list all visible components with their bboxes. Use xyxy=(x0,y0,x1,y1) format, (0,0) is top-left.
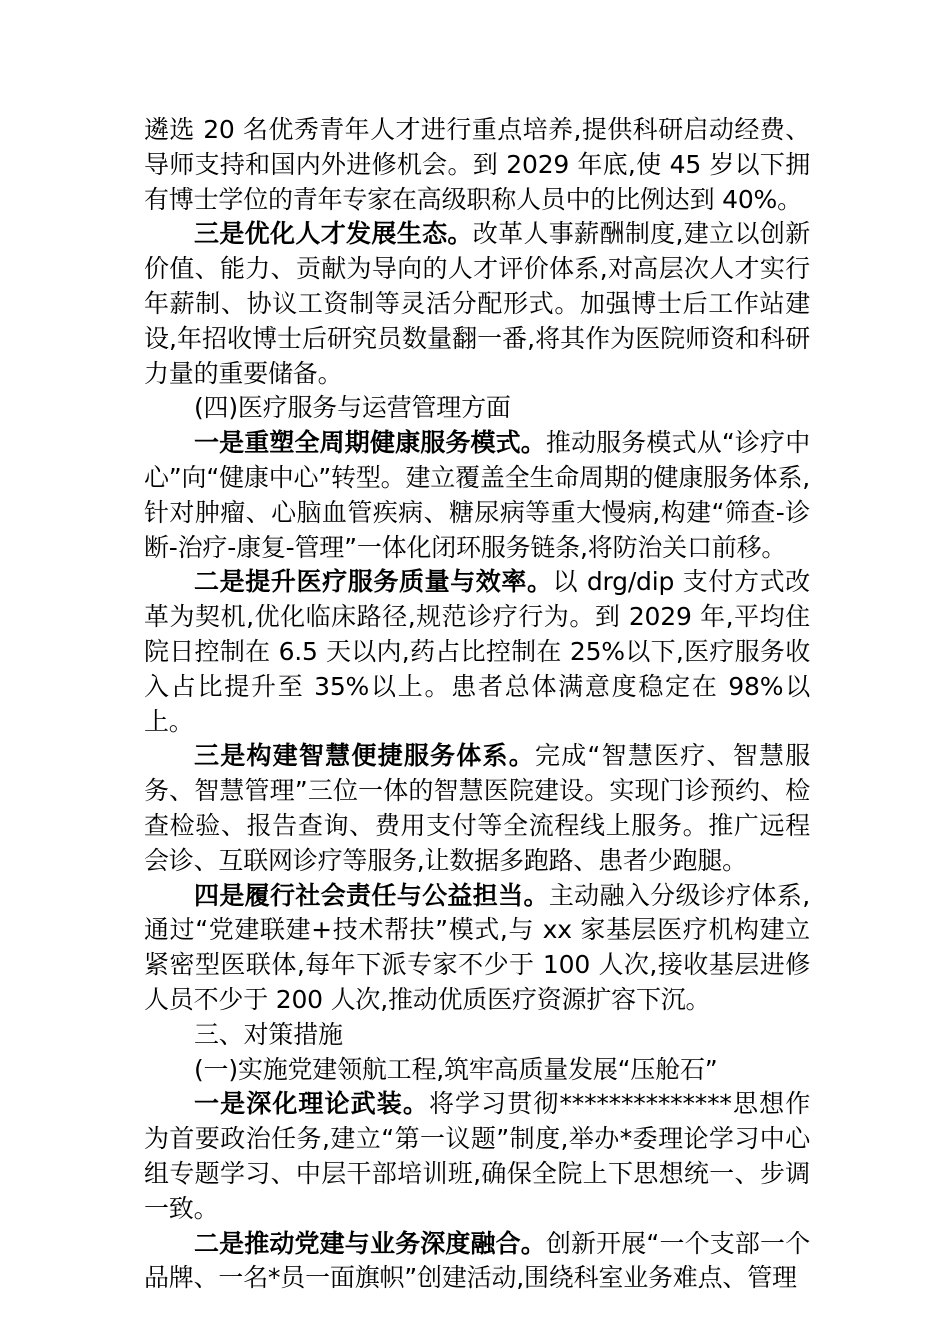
paragraph-lead: 四是履行社会责任与公益担当。 xyxy=(194,880,549,910)
paragraph-lead: 二是提升医疗服务质量与效率。 xyxy=(194,567,553,597)
document-page xyxy=(144,113,810,1296)
heading-text: (四)医疗服务与运营管理方面 xyxy=(194,393,511,423)
section-heading-countermeasures xyxy=(144,1018,810,1053)
paragraph-text: 以 drg/dip 支付方式改革为契机,优化临床路径,规范诊疗行为。到 2029 年,平均住院日控制在 6.5 天以内,药占比控制在 25%以下,医疗服务收入占比提升至 35%以上。患者总体满意度稳定在 98%以上。 xyxy=(144,567,810,736)
paragraph-lead: 一是重塑全周期健康服务模式。 xyxy=(194,428,546,458)
paragraph-lead: 一是深化理论武装。 xyxy=(194,1089,429,1119)
paragraph-text: 改革人事薪酬制度,建立以创新价值、能力、贡献为导向的人才评价体系,对高层次人才实行年薪制、协议工资制等灵活分配形式。加强博士后工作站建设,年招收博士后研究员数量翻一番,将其作为医院师资和科研力量的重要储备。 xyxy=(144,219,810,388)
section-heading-party-building xyxy=(144,1053,810,1088)
paragraph-health-service-model xyxy=(144,426,810,565)
section-heading-medical-service xyxy=(144,391,810,426)
paragraph-talent-ecology xyxy=(144,217,810,391)
paragraph-smart-service xyxy=(144,739,810,878)
paragraph-party-business-integration xyxy=(144,1227,810,1297)
paragraph-text: 推动服务模式从“诊疗中心”向“健康中心”转型。建立覆盖全生命周期的健康服务体系,针对肿瘤、心脑血管疾病、糖尿病等重大慢病,构建“筛查-诊断-治疗-康复-管理”一体化闭环服务链条,将防治关口前移。 xyxy=(144,428,811,562)
heading-text: 三、对策措施 xyxy=(194,1019,343,1049)
paragraph-text: 主动融入分级诊疗体系,通过“党建联建+技术帮扶”模式,与 xx 家基层医疗机构建立紧密型医联体,每年下派专家不少于 100 人次,接收基层进修人员不少于 200 人次,推动优质医疗资源扩容下沉。 xyxy=(144,880,810,1014)
paragraph-lead: 三是优化人才发展生态。 xyxy=(194,219,473,249)
paragraph-lead: 二是推动党建与业务深度融合。 xyxy=(194,1228,546,1258)
paragraph-text: 创新开展“一个支部一个品牌、一名*员一面旗帜”创建活动,围绕科室业务难点、管理 xyxy=(144,1228,810,1293)
paragraph-lead: 三是构建智慧便捷服务体系。 xyxy=(194,741,535,771)
paragraph-service-quality xyxy=(144,565,810,739)
heading-text: (一)实施党建领航工程,筑牢高质量发展“压舱石” xyxy=(194,1054,718,1084)
paragraph-youth-talent-cont xyxy=(144,113,810,217)
paragraph-theory-study xyxy=(144,1087,810,1226)
paragraph-text: 完成“智慧医疗、智慧服务、智慧管理”三位一体的智慧医院建设。实现门诊预约、检查检验、报告查询、费用支付等全流程线上服务。推广远程会诊、互联网诊疗等服务,让数据多跑路、患者少跑腿。 xyxy=(144,741,810,875)
paragraph-social-responsibility xyxy=(144,879,810,1018)
paragraph-text: 遴选 20 名优秀青年人才进行重点培养,提供科研启动经费、导师支持和国内外进修机会。到 2029 年底,使 45 岁以下拥有博士学位的青年专家在高级职称人员中的比例达到 40%。 xyxy=(144,115,810,214)
paragraph-text: 将学习贯彻**************思想作为首要政治任务,建立“第一议题”制度,举办*委理论学习中心组专题学习、中层干部培训班,确保全院上下思想统一、步调一致。 xyxy=(144,1089,810,1223)
